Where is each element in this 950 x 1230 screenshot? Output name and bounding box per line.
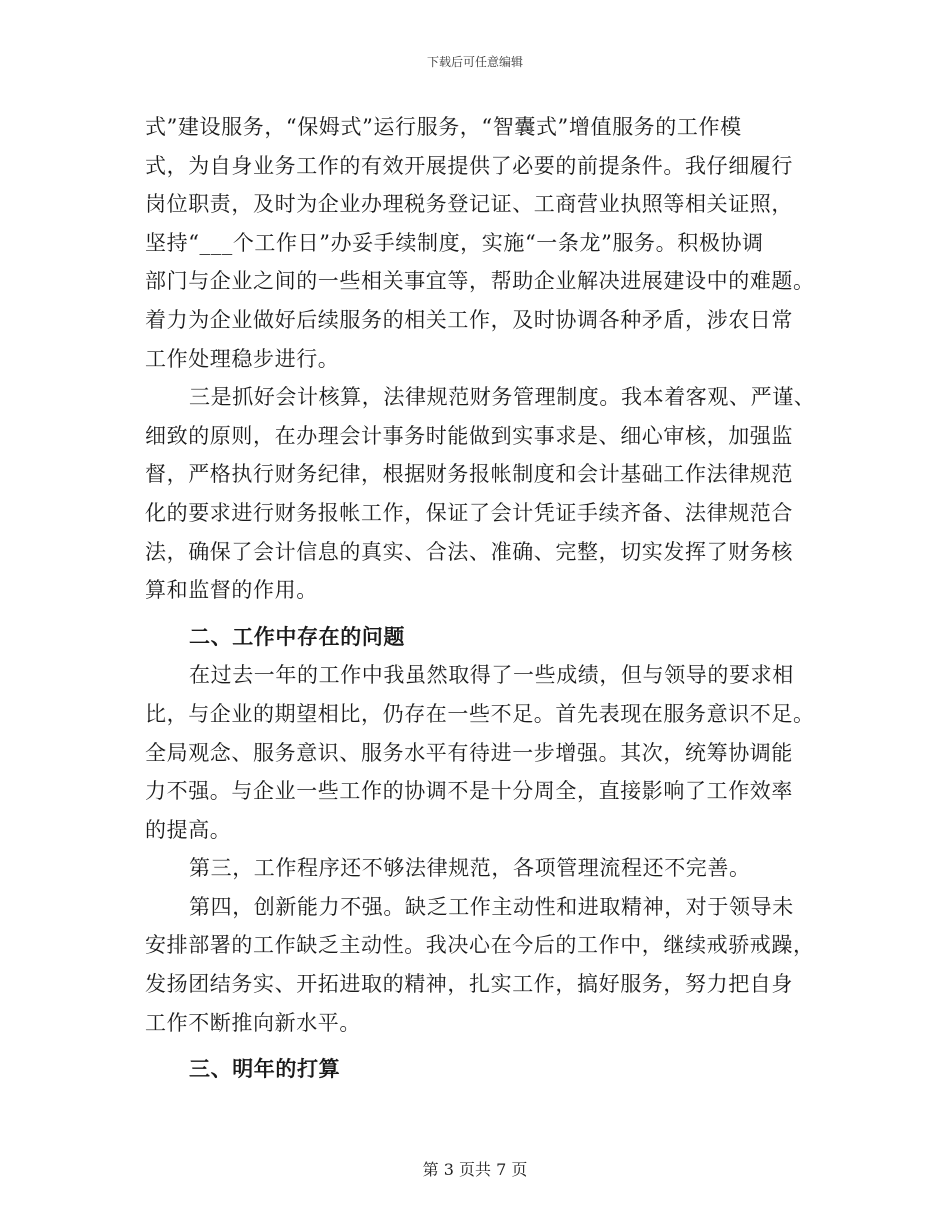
text-line: 在过去一年的工作中我虽然取得了一些成绩，但与领导的要求相 [189, 663, 794, 688]
section-heading: 三、明年的打算 [189, 1056, 341, 1082]
text-line: 的提高。 [145, 817, 232, 842]
text-line: 发扬团结务实、开拓进取的精神，扎实工作，搞好服务，努力把自身 [145, 972, 793, 997]
text-line: 坚持“___个工作日”办妥手续制度，实施“一条龙”服务。积极协调 [145, 230, 764, 255]
text-line: 第三，工作程序还不够法律规范，各项管理流程还不完善。 [189, 856, 751, 881]
page-header: 下载后可任意编辑 [426, 55, 523, 69]
text-line: 法，确保了会计信息的真实、合法、准确、完整，切实发挥了财务核 [145, 539, 793, 564]
text-line: 式，为自身业务工作的有效开展提供了必要的前提条件。我仔细履行 [145, 153, 793, 178]
heading-spacer [145, 1042, 825, 1050]
section-heading: 二、工作中存在的问题 [189, 623, 405, 649]
text-line: 细致的原则，在办理会计事务时能做到实事求是、细心审核，加强监 [145, 423, 793, 448]
page-footer: 第 3 页共 7 页 [422, 1160, 528, 1179]
text-line: 第四，创新能力不强。缺乏工作主动性和进取精神，对于领导未 [189, 894, 794, 919]
text-line: 式”建设服务，“保姆式”运行服务，“智囊式”增值服务的工作模 [145, 115, 742, 139]
text-line: 比，与企业的期望相比，仍存在一些不足。首先表现在服务意识不足。 [145, 701, 815, 726]
text-line: 算和监督的作用。 [145, 578, 318, 603]
heading-spacer [145, 610, 825, 618]
document-body [145, 108, 825, 1089]
text-line: 工作处理稳步进行。 [145, 346, 340, 371]
text-line: 部门与企业之间的一些相关事宜等，帮助企业解决进展建设中的难题。 [145, 269, 815, 294]
text-line: 力不强。与企业一些工作的协调不是十分周全，直接影响了工作效率 [145, 779, 793, 804]
text-line: 岗位职责，及时为企业办理税务登记证、工商营业执照等相关证照， [145, 192, 793, 217]
text-line: 全局观念、服务意识、服务水平有待进一步增强。其次，统筹协调能 [145, 740, 793, 765]
text-line: 安排部署的工作缺乏主动性。我决心在今后的工作中，继续戒骄戒躁， [145, 933, 815, 958]
text-line: 工作不断推向新水平。 [145, 1010, 361, 1035]
text-line: 着力为企业做好后续服务的相关工作，及时协调各种矛盾，涉农日常 [145, 307, 793, 332]
text-line: 三是抓好会计核算，法律规范财务管理制度。我本着客观、严谨、 [189, 385, 816, 410]
text-line: 化的要求进行财务报帐工作，保证了会计凭证手续齐备、法律规范合 [145, 500, 793, 525]
text-line: 督，严格执行财务纪律，根据财务报帐制度和会计基础工作法律规范 [145, 462, 793, 487]
